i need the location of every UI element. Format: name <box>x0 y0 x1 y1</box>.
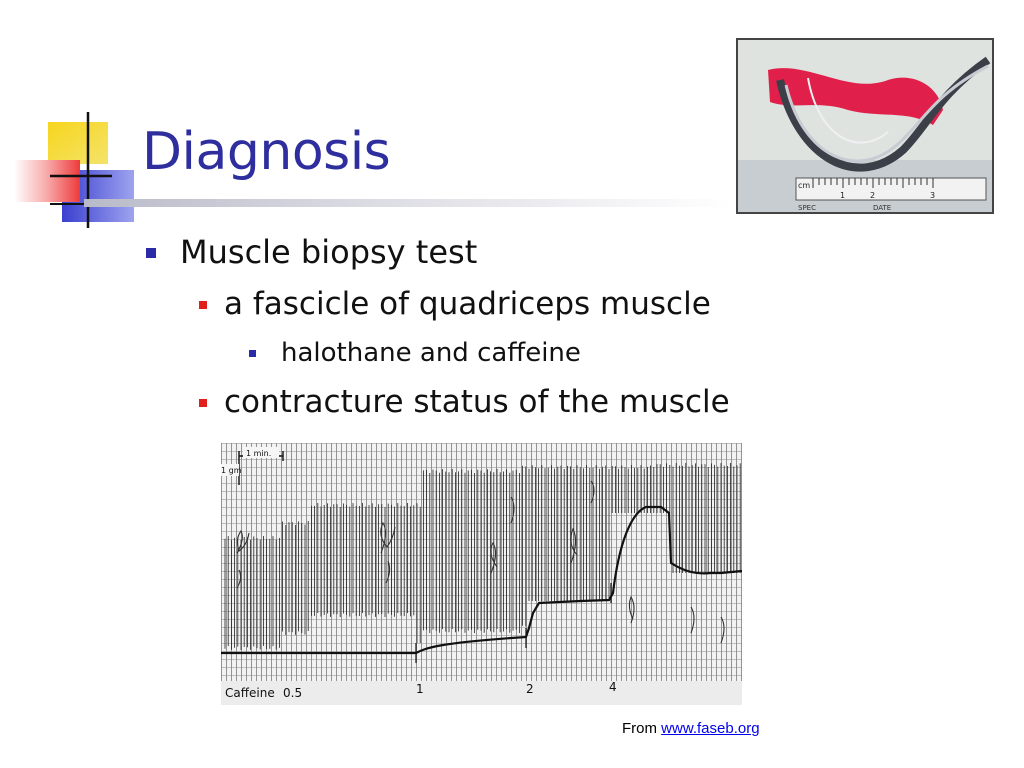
dose-label-1: 0.5 <box>283 686 303 700</box>
bullet-level3-agents <box>249 338 581 368</box>
faseb-link[interactable]: www.faseb.org <box>661 720 760 737</box>
bullet-text: a fascicle of quadriceps muscle <box>224 286 711 322</box>
title-divider <box>84 199 734 207</box>
bullet-square-icon <box>199 301 207 309</box>
dose-label-4: 4 <box>609 680 617 694</box>
biopsy-photo <box>736 38 994 214</box>
logo-yellow-square <box>48 122 108 164</box>
bullet-text: contracture status of the muscle <box>224 384 730 420</box>
spec-label: SPEC <box>798 204 816 212</box>
dose-label-3: 2 <box>526 682 534 696</box>
bullet-text: halothane and caffeine <box>281 338 581 368</box>
source-credit <box>622 720 760 737</box>
dose-label-2: 1 <box>416 682 424 696</box>
bullet-square-icon <box>199 399 207 407</box>
logo-red-square <box>14 160 80 202</box>
force-scale-label: 1 gm <box>221 466 242 475</box>
ruler-number-3: 3 <box>930 191 936 200</box>
ruler-number-2: 2 <box>870 191 876 200</box>
agent-label: Caffeine <box>225 686 275 700</box>
ruler-number-1: 1 <box>840 191 846 200</box>
date-label: DATE <box>873 204 892 212</box>
bullet-level2-fascicle <box>199 286 711 322</box>
bullet-level1 <box>146 233 477 271</box>
bullet-level2-contracture <box>199 384 730 420</box>
bullet-text: Muscle biopsy test <box>180 233 478 271</box>
bullet-square-icon <box>249 350 256 357</box>
bullet-square-icon <box>146 248 156 258</box>
time-scale-label: 1 min. <box>246 449 272 458</box>
credit-prefix: From <box>622 720 657 737</box>
contracture-trace-figure <box>221 443 742 705</box>
slide-title: Diagnosis <box>142 122 391 182</box>
ruler-unit: cm <box>798 181 811 190</box>
